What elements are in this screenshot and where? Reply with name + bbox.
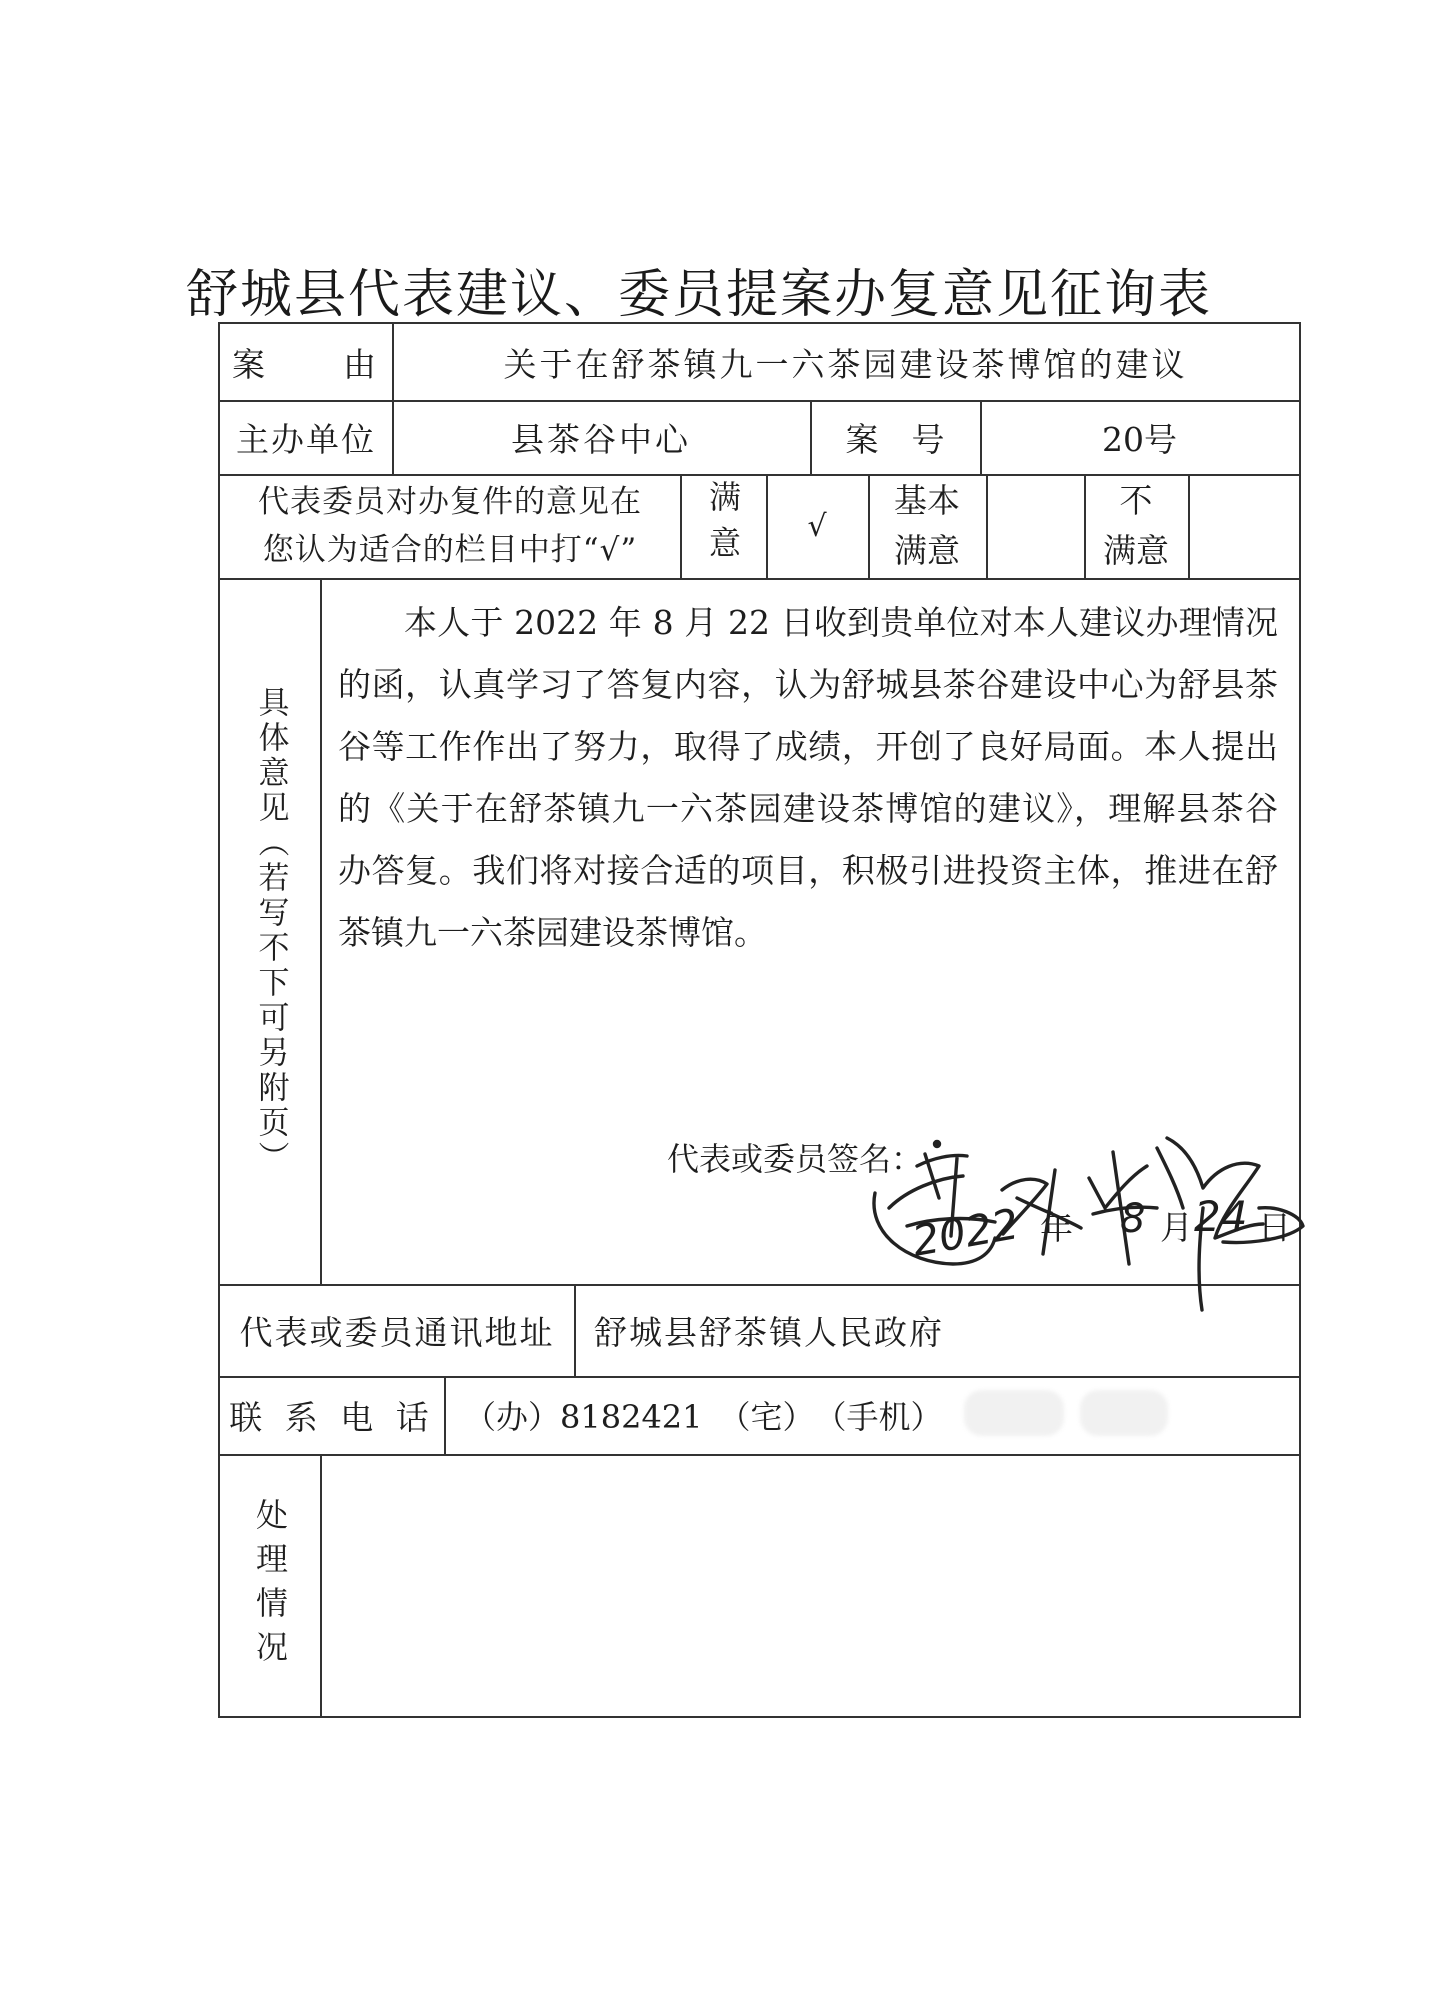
handling-label: 处理情况 [251, 1498, 289, 1674]
opinion-instruction-line1: 代表委员对办复件的意见在 [258, 484, 642, 520]
phone-redaction-1 [964, 1390, 1064, 1436]
basic-satisfied-label: 基本 满意 [894, 481, 960, 570]
opinion-instruction [220, 474, 680, 578]
satisfied-checkbox[interactable] [766, 474, 868, 578]
date-day-unit: 日 [1258, 1208, 1291, 1247]
date-month: 8 [1120, 1196, 1146, 1242]
form-title: 舒城县代表建议、委员提案办复意见征询表 [185, 265, 1212, 325]
detail-content [322, 578, 1299, 1284]
date-month-unit: 月 [1160, 1208, 1193, 1247]
date-day: 24 [1194, 1192, 1248, 1241]
basic-satisfied-checkbox[interactable] [986, 474, 1084, 578]
signature-label: 代表或委员签名： [667, 1140, 924, 1178]
phone-redaction-2 [1080, 1390, 1168, 1436]
case-no-value: 20号 [1102, 419, 1177, 459]
opinion-instruction-line2: 您认为适合的栏目中打“√” [262, 532, 638, 568]
phone-value: （办）8182421 （宅） （手机） [464, 1398, 943, 1436]
host-unit-label: 主办单位 [236, 419, 376, 459]
date-year-unit: 年 [1040, 1208, 1073, 1247]
unsatisfied-checkbox[interactable] [1188, 474, 1299, 578]
unsatisfied-label: 不 满意 [1103, 481, 1169, 570]
date-line [322, 1192, 1297, 1268]
handling-value [322, 1454, 1299, 1718]
signature-image [867, 1058, 1307, 1318]
date-year: 2022 [908, 1199, 1023, 1266]
phone-label: 联 系 电 话 [229, 1397, 435, 1437]
address-value: 舒城县舒茶镇人民政府 [594, 1312, 944, 1352]
check-mark-icon: √ [807, 508, 827, 544]
case-reason-value: 关于在舒茶镇九一六茶园建设茶博馆的建议 [503, 344, 1188, 384]
host-unit-value: 县茶谷中心 [511, 419, 691, 459]
case-reason-label: 案 由 [232, 344, 380, 384]
detail-text: 本人于 2022 年 8 月 22 日收到贵单位对本人建议办理情况的函，认真学习了答复内容，认为舒城县茶谷建设中心为舒县茶谷等工作作出了努力，取得了成绩，开创了良好局面。本人提出的《关于在舒茶镇九一六茶园建设茶博馆的建议》，理解县茶谷办答复。我们将对接合适的项目，积极引进投资主体，推进在舒茶镇九一六茶园建设茶博馆。 [338, 603, 1278, 952]
detail-label: 具体意见（若写不下可另附页） [252, 686, 289, 1176]
address-label: 代表或委员通讯地址 [239, 1312, 555, 1352]
form-table [218, 322, 1301, 1718]
case-no-label: 案 号 [845, 419, 945, 459]
satisfied-label: 满意 [704, 480, 742, 572]
